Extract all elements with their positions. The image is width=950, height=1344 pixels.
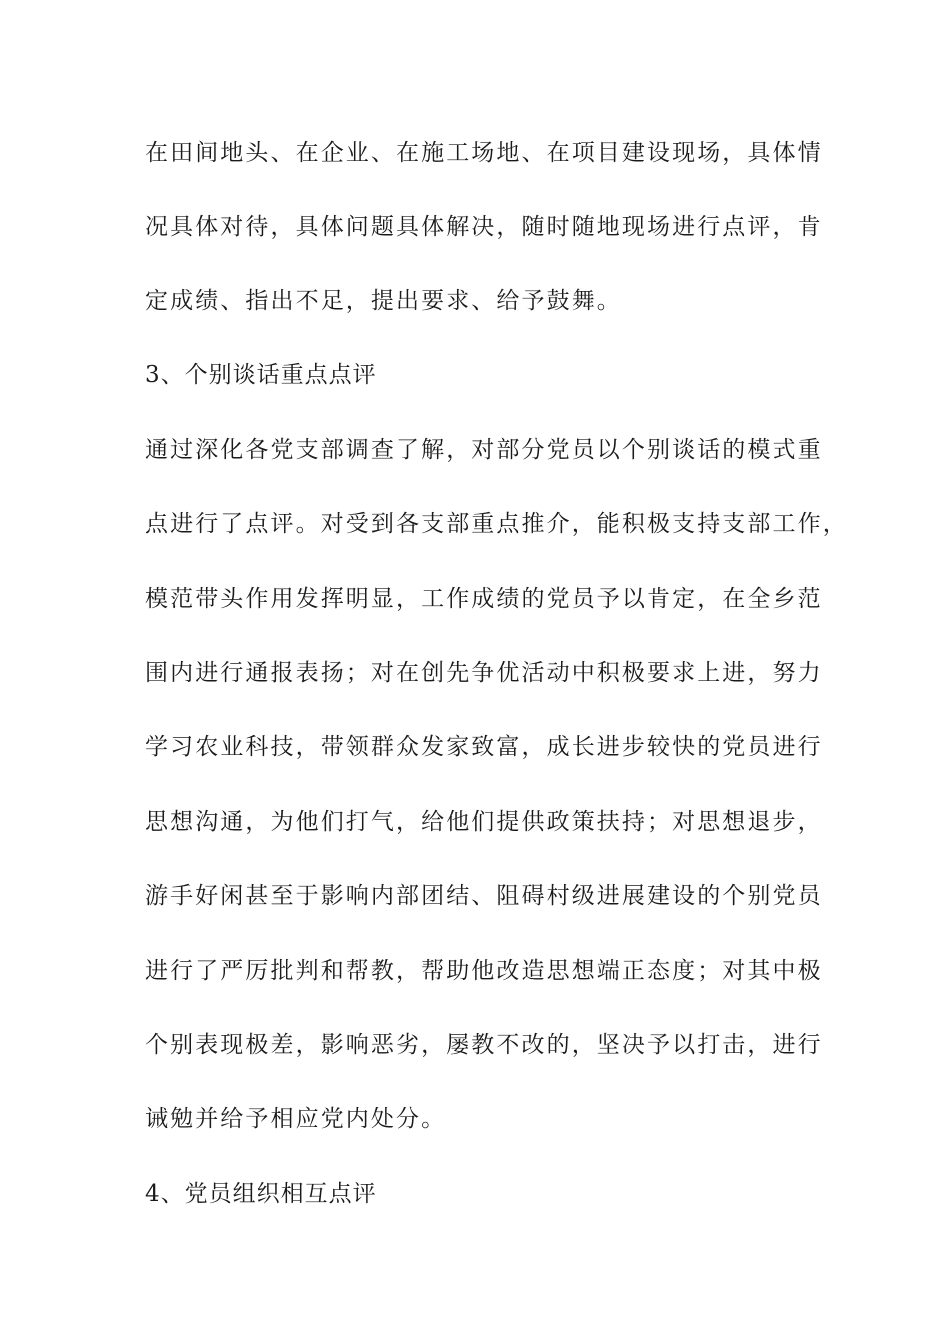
paragraph-line: 况具体对待，具体问题具体解决，随时随地现场进行点评，肯 bbox=[145, 214, 823, 240]
paragraph-line: 学习农业科技，带领群众发家致富，成长进步较快的党员进行 bbox=[145, 734, 823, 760]
paragraph-line: 进行了严厉批判和帮教，帮助他改造思想端正态度；对其中极 bbox=[145, 958, 823, 984]
paragraph-line: 诫勉并给予相应党内处分。 bbox=[145, 1106, 447, 1132]
paragraph-line: 围内进行通报表扬；对在创先争优活动中积极要求上进，努力 bbox=[145, 660, 823, 686]
paragraph-line: 个别表现极差，影响恶劣，屡教不改的，坚决予以打击，进行 bbox=[145, 1032, 823, 1058]
section-heading: 4、党员组织相互点评 bbox=[145, 1181, 377, 1207]
paragraph-line: 点进行了点评。对受到各支部重点推介，能积极支持支部工作， bbox=[145, 511, 848, 537]
paragraph-line: 通过深化各党支部调查了解，对部分党员以个别谈话的模式重 bbox=[145, 437, 823, 463]
paragraph-line: 模范带头作用发挥明显，工作成绩的党员予以肯定，在全乡范 bbox=[145, 586, 823, 612]
paragraph-line: 思想沟通，为他们打气，给他们提供政策扶持；对思想退步， bbox=[145, 809, 823, 835]
paragraph-line: 定成绩、指出不足，提出要求、给予鼓舞。 bbox=[145, 288, 622, 314]
paragraph-line: 游手好闲甚至于影响内部团结、阻碍村级进展建设的个别党员 bbox=[145, 883, 823, 909]
section-heading: 3、个别谈话重点点评 bbox=[145, 362, 377, 388]
paragraph-line: 在田间地头、在企业、在施工场地、在项目建设现场，具体情 bbox=[145, 140, 823, 166]
